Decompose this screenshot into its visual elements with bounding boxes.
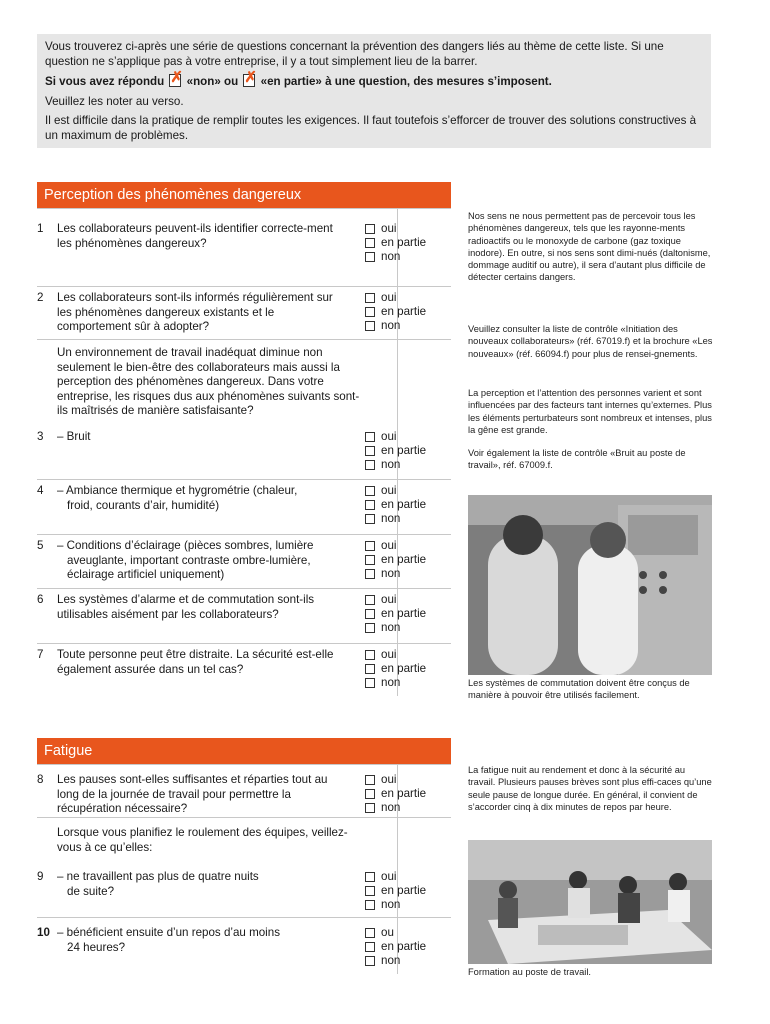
option-oui[interactable]: oui (365, 773, 451, 787)
checked-box-icon (243, 74, 255, 87)
question-text: Les pauses sont-elles suffisantes et réparties tout au long de la journée de travail pour permettre la récupération nécessaire? (57, 773, 328, 815)
intro-text: Vous trouverez ci-après une série de questions concernant la prévention des dangers liés au thème de cette liste. Si une question ne s’applique pas à votre entreprise, il y a tout simplement lieu de la barrer. (45, 40, 664, 68)
answer-options (365, 430, 451, 472)
answer-options (365, 773, 451, 815)
checkbox-icon[interactable] (365, 555, 375, 565)
checkbox-icon[interactable] (365, 293, 375, 303)
question-text: – Bruit (57, 430, 91, 443)
section-title: Perception des phénomènes dangereux (44, 187, 302, 203)
question-text: – Ambiance thermique et hygrométrie (chaleur, froid, courants d’air, humidité) (57, 484, 298, 512)
question-row (37, 917, 451, 974)
section-header-perception (37, 182, 451, 208)
checkbox-icon[interactable] (365, 664, 375, 674)
checkbox-icon[interactable] (365, 886, 375, 896)
option-non[interactable]: non (365, 801, 451, 815)
question-group (37, 817, 451, 918)
sidebar-note: La perception et l’attention des personnes varient et sont influencées par des facteurs tant internes qu’externes. Plus les éléments perturbateurs sont nombreux et intenses, plus la gêne est grande. (468, 388, 712, 435)
checkbox-icon[interactable] (365, 609, 375, 619)
answer-options (365, 291, 451, 333)
option-non[interactable]: non (365, 676, 451, 690)
checkbox-icon[interactable] (365, 942, 375, 952)
option-en-partie[interactable]: en partie (365, 498, 451, 512)
checkbox-icon[interactable] (365, 432, 375, 442)
checkbox-icon[interactable] (365, 238, 375, 248)
question-number: 6 (37, 593, 44, 606)
checkbox-icon[interactable] (365, 595, 375, 605)
question-row (37, 764, 451, 818)
sidebar-note: Nos sens ne nous permettent pas de percevoir tous les phénomènes dangereux, tels que les rayonne-ments radioactifs ou le monoxyde de carbone (gaz toxique inodore). En outre, si nos sens sont dimi-nués (daltonisme, dommage auditif ou autre), il sera d’autant plus difficile de détecter certains dangers. (468, 211, 711, 283)
option-oui[interactable]: oui (365, 539, 451, 553)
intro-text-2: Il est difficile dans la pratique de remplir toutes les exigences. Il faut toutefois s’efforcer de trouver des solutions constructives à un maximum de problèmes. (45, 114, 697, 142)
photo-training (468, 840, 712, 964)
intro-bold-pre: Si vous avez répondu (45, 75, 165, 88)
question-number: 2 (37, 291, 44, 304)
question-lead: Un environnement de travail inadéquat diminue non seulement le bien-être des collaborateurs mais aussi la perception des phénomènes dangereux. Dans votre entreprise, les risques dus aux phénomènes suivants sont-ils maîtrisés de manière satisfaisante? (57, 346, 360, 417)
question-text: Toute personne peut être distraite. La sécurité est-elle également assurée dans un tel cas? (57, 648, 334, 676)
option-en-partie[interactable]: en partie (365, 662, 451, 676)
option-non[interactable]: non (365, 319, 451, 333)
question-row (37, 588, 451, 644)
section-title: Fatigue (44, 743, 93, 759)
option-oui[interactable]: oui (365, 484, 451, 498)
question-row (37, 643, 451, 696)
question-number: 8 (37, 773, 44, 786)
answer-options (365, 648, 451, 690)
option-en-partie[interactable]: en partie (365, 305, 451, 319)
question-row (37, 534, 451, 589)
intro-note: Veuillez les noter au verso. (45, 94, 184, 108)
answer-options (365, 870, 451, 912)
question-number: 9 (37, 870, 44, 883)
checkbox-icon[interactable] (365, 321, 375, 331)
option-en-partie[interactable]: en partie (365, 236, 451, 250)
option-non[interactable]: non (365, 898, 451, 912)
checkbox-icon[interactable] (365, 678, 375, 688)
question-row (37, 286, 451, 340)
option-ou[interactable]: ou (365, 926, 451, 940)
option-non[interactable]: non (365, 621, 451, 635)
option-non[interactable]: non (365, 954, 451, 968)
checkbox-icon[interactable] (365, 541, 375, 551)
question-row (37, 479, 451, 535)
answer-options (365, 926, 451, 968)
checkbox-icon[interactable] (365, 956, 375, 966)
option-non[interactable]: non (365, 567, 451, 581)
question-number: 1 (37, 222, 44, 235)
intro-bold-line (45, 74, 703, 90)
question-lead: Lorsque vous planifiez le roulement des équipes, veillez-vous à ce qu’elles: (57, 826, 348, 854)
sidebar-note: La fatigue nuit au rendement et donc à la sécurité au travail. Plusieurs pauses brèves sont plus effi-caces qu’une seule pause de longue durée. En général, il convient de s’accorder cinq à dix minutes de repos par heure. (468, 765, 712, 812)
question-text: – ne travaillent pas plus de quatre nuits de suite? (57, 870, 259, 898)
question-number: 4 (37, 484, 44, 497)
option-en-partie[interactable]: en partie (365, 444, 451, 458)
checkbox-icon[interactable] (365, 514, 375, 524)
checkbox-icon[interactable] (365, 775, 375, 785)
photo-caption: Formation au poste de travail. (468, 967, 591, 977)
question-text: Les collaborateurs peuvent-ils identifier correcte-ment les phénomènes dangereux? (57, 222, 333, 250)
option-non[interactable]: non (365, 458, 451, 472)
option-en-partie[interactable]: en partie (365, 607, 451, 621)
checkbox-icon[interactable] (365, 252, 375, 262)
checkbox-icon[interactable] (365, 872, 375, 882)
sidebar-note: Voir également la liste de contrôle «Bruit au poste de travail», réf. 67009.f. (468, 448, 686, 471)
photo-caption: Les systèmes de commutation doivent être conçus de manière à pouvoir être utilisés facilement. (468, 678, 690, 701)
option-oui[interactable]: oui (365, 648, 451, 662)
question-text: Les systèmes d’alarme et de commutation sont-ils utilisables aisément par les collaborateurs? (57, 593, 315, 621)
option-non[interactable]: non (365, 250, 451, 264)
question-number: 5 (37, 539, 44, 552)
question-number: 10 (37, 926, 50, 939)
checkbox-icon[interactable] (365, 623, 375, 633)
checkbox-icon[interactable] (365, 460, 375, 470)
question-row (37, 208, 451, 287)
option-oui[interactable]: oui (365, 222, 451, 236)
answer-options (365, 484, 451, 526)
checked-box-icon (169, 74, 181, 87)
intro-bold-non: «non» ou (186, 75, 239, 88)
checkbox-icon[interactable] (365, 803, 375, 813)
question-text: – Conditions d’éclairage (pièces sombres, lumière aveuglante, important contraste ombre-lumière, éclairage artificiel uniquement) (57, 539, 314, 581)
photo-control-panel (468, 495, 712, 675)
intro-bold-partie: «en partie» à une question, des mesures s’imposent. (260, 75, 552, 88)
option-en-partie[interactable]: en partie (365, 940, 451, 954)
option-oui[interactable]: oui (365, 430, 451, 444)
checkbox-icon[interactable] (365, 307, 375, 317)
checkbox-icon[interactable] (365, 650, 375, 660)
option-oui[interactable]: oui (365, 870, 451, 884)
checkbox-icon[interactable] (365, 486, 375, 496)
question-text: – bénéficient ensuite d’un repos d’au moins 24 heures? (57, 926, 281, 954)
option-non[interactable]: non (365, 512, 451, 526)
option-en-partie[interactable]: en partie (365, 787, 451, 801)
answer-options (365, 539, 451, 581)
answer-options (365, 222, 451, 264)
checkbox-icon[interactable] (365, 789, 375, 799)
option-oui[interactable]: oui (365, 291, 451, 305)
option-oui[interactable]: oui (365, 593, 451, 607)
option-en-partie[interactable]: en partie (365, 884, 451, 898)
checkbox-icon[interactable] (365, 224, 375, 234)
intro-box (37, 34, 711, 148)
question-group (37, 339, 451, 480)
question-text: Les collaborateurs sont-ils informés régulièrement sur les phénomènes dangereux existants et le comportement sûr à adopter? (57, 291, 333, 333)
option-en-partie[interactable]: en partie (365, 553, 451, 567)
sidebar-note: Veuillez consulter la liste de contrôle «Initiation des nouveaux collaborateurs» (réf. 67019.f) et la brochure «Les nouveaux» (réf. 66094.f) pour plus de rensei-gnements. (468, 324, 713, 359)
checkbox-icon[interactable] (365, 900, 375, 910)
question-number: 3 (37, 430, 44, 443)
checkbox-icon[interactable] (365, 500, 375, 510)
section-header-fatigue (37, 738, 451, 764)
answer-options (365, 593, 451, 635)
checkbox-icon[interactable] (365, 928, 375, 938)
question-number: 7 (37, 648, 44, 661)
checkbox-icon[interactable] (365, 446, 375, 456)
checkbox-icon[interactable] (365, 569, 375, 579)
